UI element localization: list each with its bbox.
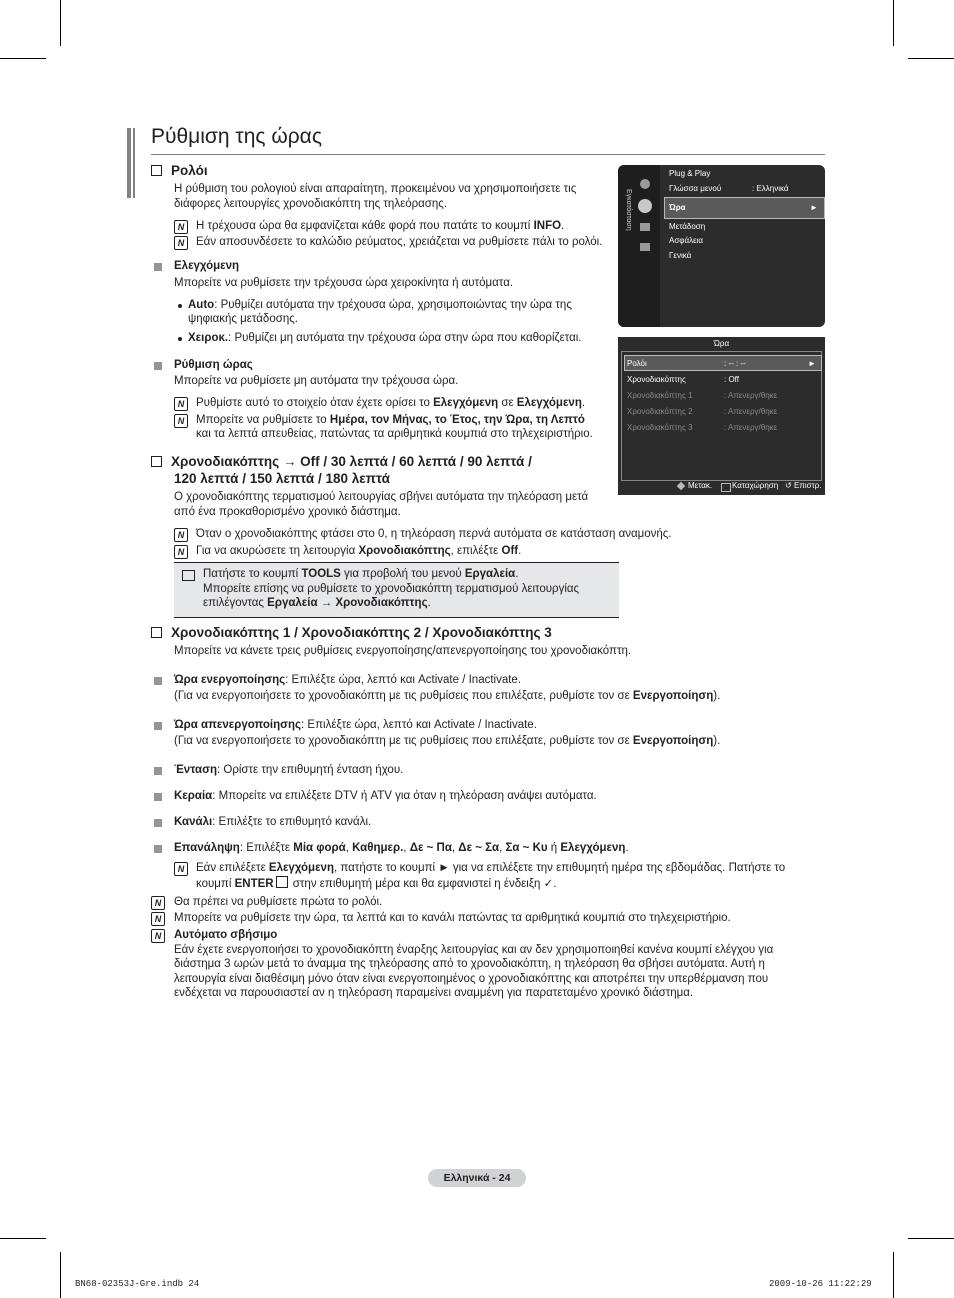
osd-setup-menu: [618, 165, 825, 327]
note-icon: N: [151, 929, 165, 943]
title-underline: [151, 154, 825, 155]
square-bullet-icon: [154, 819, 162, 827]
timer-off-time: Ώρα απενεργοποίησης: Επιλέξτε ώρα, λεπτό και Activate / Inactivate.: [174, 719, 537, 731]
auto-off-heading: Αυτόματο σβήσιμο: [174, 929, 278, 941]
osd-menu-item[interactable]: Plug & Play: [669, 169, 711, 178]
picture-icon: [640, 179, 650, 189]
arrow-right-icon: ►: [810, 203, 818, 212]
sleep-note1: Όταν ο χρονοδιακόπτης φτάσει στο 0, η τηλεόραση περνά αυτόματα σε κατάσταση αναμονής.: [196, 528, 672, 540]
section-sleep-heading: Χρονοδιακόπτης → Off / 30 λεπτά / 60 λεπτά / 90 λεπτά /: [151, 453, 532, 470]
tools-tip-line2: Μπορείτε επίσης να ρυθμίσετε το χρονοδιακόπτη τερματισμού λειτουργίας: [203, 583, 580, 595]
print-file-name: BN68-02353J-Gre.indb 24: [75, 1279, 200, 1289]
clock-mode-auto: Auto: Ρυθμίζει αυτόματα την τρέχουσα ώρα, χρησιμοποιώντας την ώρα της: [188, 299, 572, 311]
note-icon: N: [174, 862, 188, 876]
osd-time-value: : Απενεργ/θηκε: [724, 407, 778, 416]
section-sleep-heading-cont: 120 λεπτά / 150 λεπτά / 180 λεπτά: [174, 471, 390, 486]
osd-menu-item[interactable]: Ασφάλεια: [669, 236, 704, 245]
section-timers-heading: Χρονοδιακόπτης 1 / Χρονοδιακόπτης 2 / Χρονοδιακόπτης 3: [151, 624, 552, 641]
timer-on-time: Ώρα ενεργοποίησης: Επιλέξτε ώρα, λεπτό και Activate / Inactivate.: [174, 674, 522, 686]
title-bar-accent: [127, 128, 131, 198]
clock-intro: διάφορες λειτουργίες χρονοδιακόπτη της τηλεόρασης.: [174, 198, 448, 210]
timers-note1: Θα πρέπει να ρυθμίσετε πρώτα το ρολόι.: [174, 896, 383, 908]
auto-off-text: λειτουργία είναι διαθέσιμη μόνο όταν είναι ενεργοποιημένος ο χρονοδιακόπτης και αποτρέπει την υπερθέρμανση που: [174, 973, 769, 985]
crop-mark: [893, 1252, 894, 1298]
note-icon: N: [174, 414, 188, 428]
crop-mark: [893, 0, 894, 46]
tools-tip-box: [174, 562, 619, 618]
osd-time-value: : -- : --: [724, 359, 746, 368]
tools-tip-line1: Πατήστε το κουμπί TOOLS για προβολή του μενού Εργαλεία.: [203, 568, 519, 580]
enter-icon: [721, 483, 731, 492]
note-icon: N: [174, 220, 188, 234]
clock-set-heading: Ρύθμιση ώρας: [174, 359, 253, 371]
timers-note2: Μπορείτε να ρυθμίσετε την ώρα, τα λεπτά και το κανάλι πατώντας τα αριθμητικά κουμπιά στο τηλεχειριστήριο.: [174, 912, 731, 924]
title-bar-accent: [133, 128, 135, 198]
move-icon: [677, 482, 685, 490]
timer-channel: Κανάλι: Επιλέξτε το επιθυμητό κανάλι.: [174, 816, 372, 828]
osd-time-row[interactable]: Χρονοδιακόπτης 2: [627, 407, 693, 416]
note-icon: N: [174, 397, 188, 411]
timer-off-time-cont: (Για να ενεργοποιήσετε το χρονοδιακόπτη με τις ρυθμίσεις που επιλέξατε, ρυθμίστε τον σε Ενεργοποίηση).: [174, 735, 721, 747]
osd-time-row[interactable]: Ρολόι: [627, 359, 647, 368]
square-bullet-icon: [154, 263, 162, 271]
square-bullet-icon: [154, 767, 162, 775]
square-bullet-icon: [154, 677, 162, 685]
timer-volume: Ένταση: Ορίστε την επιθυμητή ένταση ήχου.: [174, 764, 404, 776]
crop-mark: [908, 58, 954, 59]
crop-mark: [0, 58, 46, 59]
osd-time-value: : Off: [724, 375, 739, 384]
crop-mark: [60, 0, 61, 46]
timer-repeat: Επανάληψη: Επιλέξτε Μία φορά, Καθημερ., Δε ~ Πα, Δε ~ Σα, Σα ~ Κυ ή Ελεγχόμενη.: [174, 842, 629, 854]
osd-time-row[interactable]: Χρονοδιακόπτης 1: [627, 391, 693, 400]
square-bullet-icon: [154, 793, 162, 801]
sleep-note2: Για να ακυρώσετε τη λειτουργία Χρονοδιακόπτης, επιλέξτε Off.: [196, 545, 522, 557]
osd-footer-return: Επιστρ.: [794, 481, 822, 490]
osd-footer-enter: Καταχώρηση: [732, 481, 779, 490]
osd-menu-value: : Ελληνικά: [752, 184, 789, 193]
clock-mode-manual: Χειροκ.: Ρυθμίζει μη αυτόματα την τρέχουσα ώρα στην ώρα που καθορίζεται.: [188, 332, 582, 344]
clock-mode-heading: Ελεγχόμενη: [174, 260, 240, 272]
timers-intro: Μπορείτε να κάνετε τρεις ρυθμίσεις ενεργοποίησης/απενεργοποίησης του χρονοδιακόπτη.: [174, 645, 632, 657]
square-bullet-icon: [154, 362, 162, 370]
timer-antenna: Κεραία: Μπορείτε να επιλέξετε DTV ή ATV για όταν η τηλεόραση ανάψει αυτόματα.: [174, 790, 597, 802]
timer-repeat-note-cont: κουμπί ENTER στην επιθυμητή μέρα και θα εμφανιστεί η ένδειξη ✓.: [196, 878, 557, 890]
checkbox-icon: [151, 456, 162, 467]
sleep-text: από ένα προκαθορισμένο χρονικό διάστημα.: [174, 506, 401, 518]
bullet-icon: [178, 304, 182, 308]
osd-menu-item[interactable]: Μετάδοση: [669, 222, 706, 231]
bullet-icon: [178, 337, 182, 341]
osd-time-value: : Απενεργ/θηκε: [724, 391, 778, 400]
osd-highlight: [664, 197, 825, 219]
timer-repeat-note: Εάν επιλέξετε Ελεγχόμενη, πατήστε το κουμπί ► για να επιλέξετε την επιθυμητή ημέρα της εβδομάδας. Πατήστε το: [196, 862, 786, 874]
input-icon: [640, 223, 650, 231]
square-bullet-icon: [154, 845, 162, 853]
osd-footer-move: Μετακ.: [688, 481, 713, 490]
crop-mark: [60, 1252, 61, 1298]
auto-off-text: διάστημα 3 ωρών μετά το άναμμα της τηλεόρασης από το χρονοδιακόπτη, η τηλεόραση θα σβήσει αυτόματα. Αυτή η: [174, 958, 765, 970]
checkbox-icon: [151, 165, 162, 176]
tools-tip-line3: επιλέγοντας Εργαλεία → Χρονοδιακόπτης.: [203, 597, 431, 609]
clock-set-note2: Μπορείτε να ρυθμίσετε το Ημέρα, τον Μήνας, το Έτος, την Ώρα, τη Λεπτό: [196, 414, 585, 426]
print-date: 2009-10-26 11:22:29: [769, 1279, 872, 1289]
clock-mode-auto-cont: ψηφιακής μετάδοσης.: [188, 313, 298, 325]
osd-menu-item[interactable]: Γενικά: [669, 251, 692, 260]
crop-mark: [908, 1238, 954, 1239]
clock-set-text: Μπορείτε να ρυθμίσετε μη αυτόματα την τρέχουσα ώρα.: [174, 375, 459, 387]
clock-set-note2-cont: και τα λεπτά απευθείας, πατώντας τα αριθμητικά κουμπιά στο τηλεχειριστήριο.: [196, 428, 593, 440]
osd-time-value: : Απενεργ/θηκε: [724, 423, 778, 432]
osd-side-label: Εγκατάσταση: [625, 189, 632, 231]
crop-mark: [0, 1238, 46, 1239]
auto-off-text: Εάν έχετε ενεργοποιήσει το χρονοδιακόπτη έναρξης λειτουργίας και αν δεν χρησιμοποιηθεί κανένα κουμπί ελέγχου για: [174, 944, 774, 956]
osd-time-row[interactable]: Χρονοδιακόπτης: [627, 375, 686, 384]
osd-menu-item[interactable]: Γλώσσα μενού: [669, 184, 722, 193]
osd-time-row[interactable]: Χρονοδιακόπτης 3: [627, 423, 693, 432]
checkbox-icon: [151, 627, 162, 638]
sleep-text: Ο χρονοδιακόπτης τερματισμού λειτουργίας σβήνει αυτόματα την τηλεόραση μετά: [174, 491, 589, 503]
return-icon: ↺: [785, 481, 792, 490]
timer-on-time-cont: (Για να ενεργοποιήσετε το χρονοδιακόπτη με τις ρυθμίσεις που επιλέξατε, ρυθμίστε τον σε Ενεργοποίηση).: [174, 690, 721, 702]
clock-note-power: Εάν αποσυνδέσετε το καλώδιο ρεύματος, χρειάζεται να ρυθμίσετε πάλι το ρολόι.: [196, 236, 603, 248]
osd-menu-item-selected[interactable]: Ώρα: [669, 203, 686, 212]
note-icon: N: [151, 896, 165, 910]
osd-time-menu: [618, 337, 825, 495]
note-icon: N: [151, 912, 165, 926]
checkmark-icon: ✓: [543, 878, 554, 890]
enter-icon: [276, 876, 288, 888]
clock-intro: Η ρύθμιση του ρολογιού είναι απαραίτητη, προκειμένου να χρησιμοποιήσετε τις: [174, 183, 577, 195]
page-title: Ρύθμιση της ώρας: [151, 125, 322, 148]
note-icon: N: [174, 528, 188, 542]
note-icon: N: [174, 545, 188, 559]
square-bullet-icon: [154, 722, 162, 730]
auto-off-text: ενδέχεται να παρουσιαστεί αν η τηλεόραση παραμείνει αναμμένη για παρατεταμένο χρονικό διάστημα.: [174, 987, 694, 999]
note-icon: N: [174, 236, 188, 250]
osd-highlight: [624, 355, 822, 371]
page-number-badge: [428, 1169, 526, 1187]
clock-set-note1: Ρυθμίστε αυτό το στοιχείο όταν έχετε ορίσει το Ελεγχόμενη σε Ελεγχόμενη.: [196, 397, 586, 409]
clock-mode-text: Μπορείτε να ρυθμίσετε την τρέχουσα ώρα χειροκίνητα ή αυτόματα.: [174, 277, 514, 289]
page-number: Ελληνικά - 24: [443, 1172, 511, 1184]
support-icon: [640, 243, 650, 251]
gear-icon: [638, 199, 652, 213]
clock-note-info: Η τρέχουσα ώρα θα εμφανίζεται κάθε φορά που πατάτε το κουμπί INFO.: [196, 220, 565, 232]
tools-icon: [182, 570, 195, 581]
osd-time-title: Ώρα: [713, 339, 730, 348]
section-clock-heading: Ρολόι: [151, 162, 208, 179]
arrow-right-icon: ►: [808, 359, 816, 368]
